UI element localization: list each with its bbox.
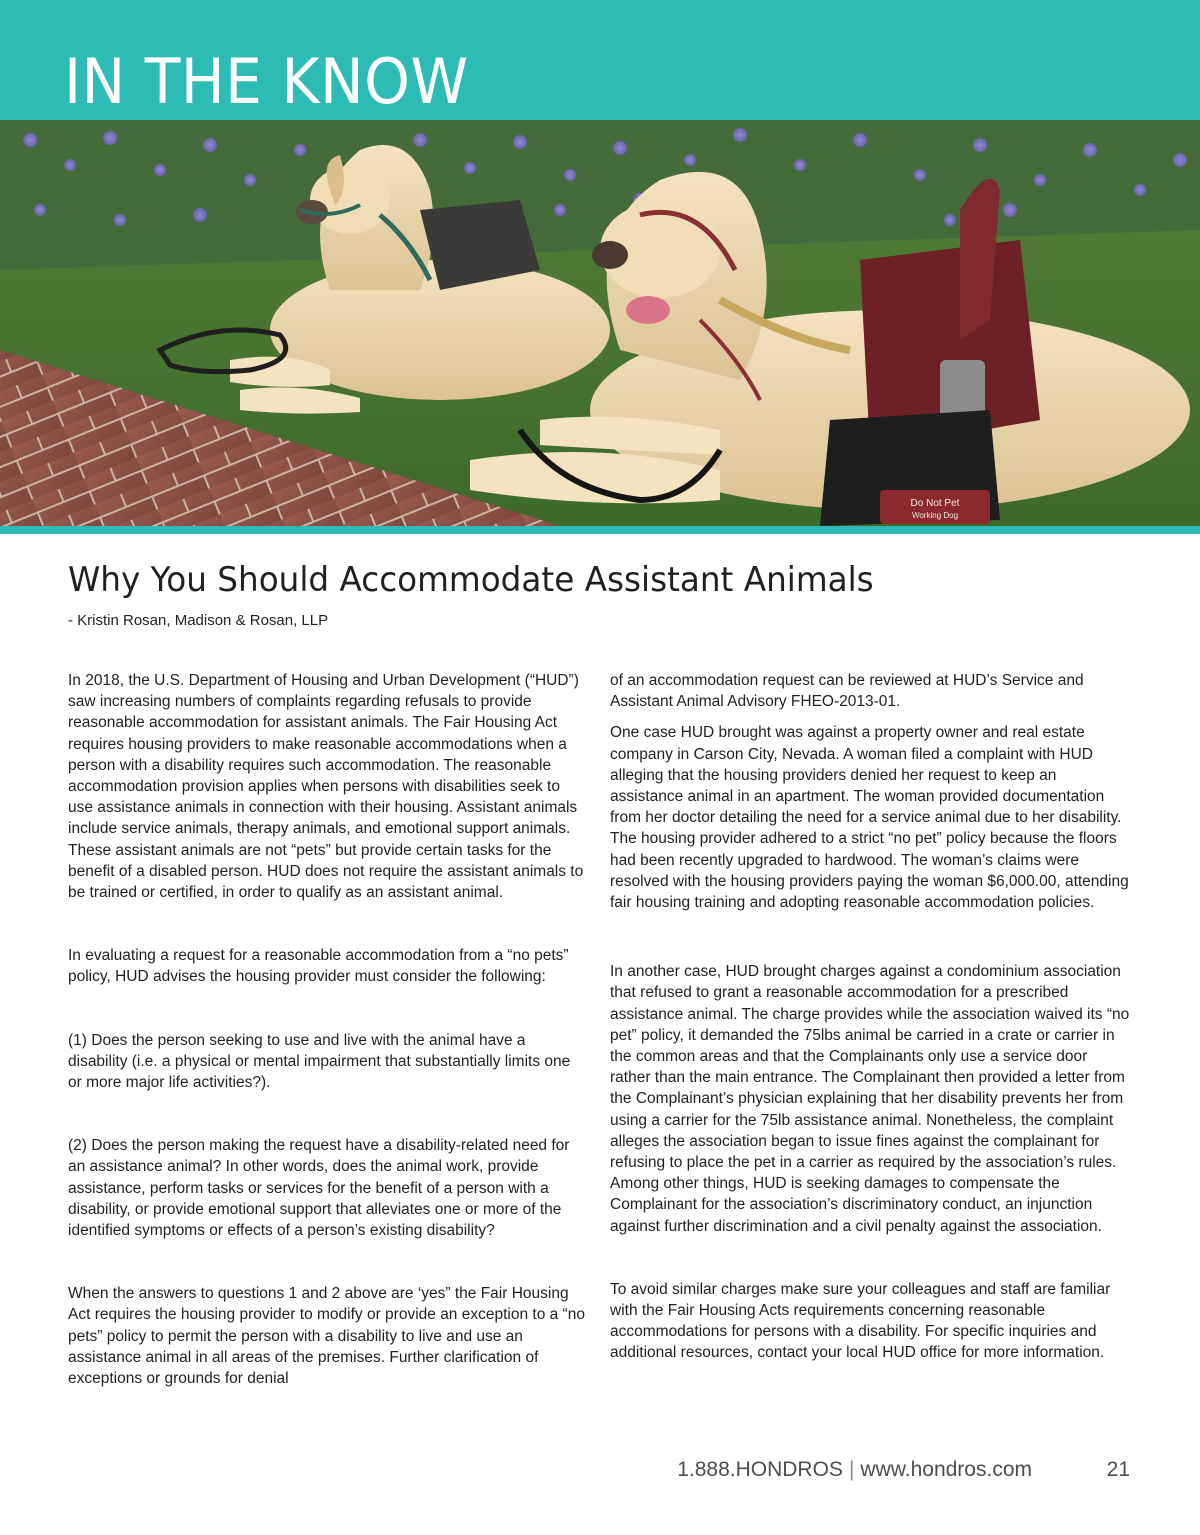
hero-photo xyxy=(0,120,1200,526)
footer-website-link[interactable]: www.hondros.com xyxy=(860,1458,1032,1481)
header-band xyxy=(0,0,1200,120)
section-title: IN THE KNOW xyxy=(64,45,469,118)
footer-contact xyxy=(677,1450,1032,1490)
svg-text:Do Not Pet: Do Not Pet xyxy=(910,498,960,509)
do-not-pet-tag xyxy=(880,490,990,524)
page-footer xyxy=(0,1450,1200,1490)
paragraph: In another case, HUD brought charges against a condominium association that refused to grant a reasonable accommodation for a prescribed assistance animal. The charge provides while the association waived its “no pet” policy, it demanded the 75lbs animal be carried in a crate or carrier in the common areas and that the Complainants only use a service door rather than the main entrance. The Complainant then provided a letter from the Complainant’s physician explaining that her disability prevents her from using a carrier for the 75lb assistance animal. Nonetheless, the complaint alleges the association began to issue fines against the complainant for refusing to place the pet in a carrier as required by the association’s rules. Among other things, HUD is seeking damages to compensate the Complainant for the association’s discriminatory conduct, an injunction against further discrimination and a civil penalty against the association. xyxy=(610,963,1130,1235)
service-dogs-illustration xyxy=(0,120,1200,526)
article-right-column xyxy=(610,670,1130,1364)
paragraph: In 2018, the U.S. Department of Housing and Urban Development (“HUD”) saw increasing numbers of complaints regarding refusals to provide reasonable accommodation for assistant animals. The Fair Housing Act requires housing providers to make reasonable accommodations when a person with a disability requires such accommodation. The reasonable accommodation provision applies when persons with disabilities seek to use assistance animals in connection with their housing. Assistant animals include service animals, therapy animals, and emotional support animals. These assistant animals are not “pets” but provide certain tasks for the benefit of a disabled person. HUD does not require the assistant animals to be trained or certified, in order to qualify as an assistant animal. xyxy=(68,672,584,902)
article-left-column xyxy=(68,670,588,1389)
paragraph: of an accommodation request can be reviewed at HUD’s Service and Assistant Animal Advisory FHEO-2013-01. xyxy=(610,672,1084,711)
svg-text:Working Dog: Working Dog xyxy=(911,511,959,520)
page-number: 21 xyxy=(1106,1458,1130,1481)
paragraph: In evaluating a request for a reasonable accommodation from a “no pets” policy, HUD advises the housing provider must consider the following: xyxy=(68,947,569,986)
paragraph: (2) Does the person making the request have a disability-related need for an assistance animal? In other words, does the animal work, provide assistance, perform tasks or services for the benefit of a person with a disability, or provide emotional support that alleviates one or more of the identified symptoms or effects of a person’s existing disability? xyxy=(68,1137,570,1240)
footer-phone: 1.888.HONDROS xyxy=(677,1458,843,1481)
article-title: Why You Should Accommodate Assistant Animals xyxy=(68,560,874,600)
footer-separator: | xyxy=(848,1458,855,1481)
paragraph: (1) Does the person seeking to use and live with the animal have a disability (i.e. a physical or mental impairment that substantially limits one or more major life activities?). xyxy=(68,1031,571,1092)
paragraph: When the answers to questions 1 and 2 above are ‘yes” the Fair Housing Act requires the housing provider to modify or provide an exception to a “no pets” policy to permit the person with a disability to live and use an assistance animal in all areas of the premises. Further clarification of exceptions or grounds for denial xyxy=(68,1285,585,1388)
article-byline: - Kristin Rosan, Madison & Rosan, LLP xyxy=(68,612,329,629)
photo-accent-rule xyxy=(0,526,1200,534)
paragraph: To avoid similar charges make sure your colleagues and staff are familiar with the Fair Housing Acts requirements concerning reasonable accommodations for persons with a disability. For specific inquiries and additional resources, contact your local HUD office for more information. xyxy=(610,1280,1111,1362)
paragraph: One case HUD brought was against a property owner and real estate company in Carson City, Nevada. A woman filed a complaint with HUD alleging that the housing providers denied her request to keep an assistance animal in an apartment. The woman provided documentation from her doctor detailing the need for a service animal due to her disability. The housing provider adhered to a strict “no pet” policy because the floors had been recently upgraded to hardwood. The woman’s claims were resolved with the housing providers paying the woman $6,000.00, attending fair housing training and adopting reasonable accommodation policies. xyxy=(610,724,1129,912)
